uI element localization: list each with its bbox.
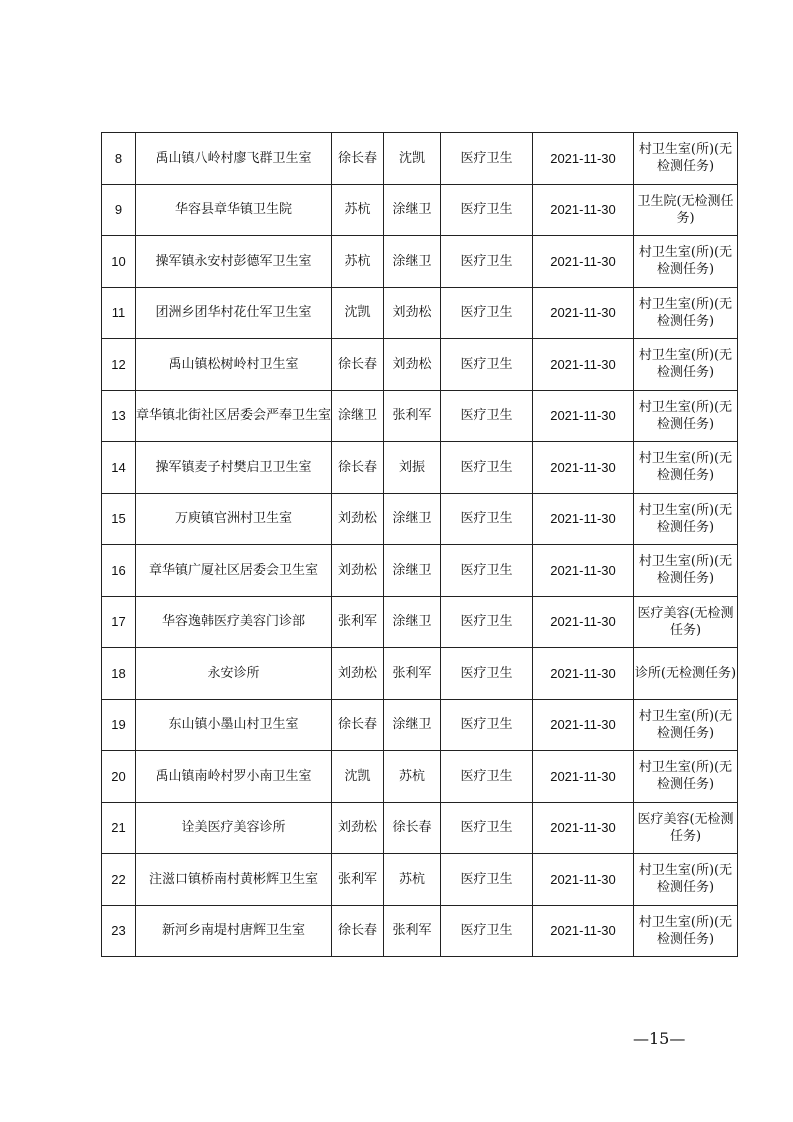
inspection-date-cell: 2021-11-30	[533, 133, 634, 185]
inspector-primary-cell: 刘劲松	[332, 545, 384, 597]
inspector-primary-cell: 徐长春	[332, 339, 384, 391]
facility-name-cell: 操军镇永安村彭德军卫生室	[136, 236, 332, 288]
remarks-cell: 村卫生室(所)(无检测任务)	[634, 390, 738, 442]
category-cell: 医疗卫生	[441, 184, 533, 236]
category-cell: 医疗卫生	[441, 390, 533, 442]
inspection-date-cell: 2021-11-30	[533, 339, 634, 391]
inspector-primary-cell: 徐长春	[332, 442, 384, 494]
inspector-primary-cell: 张利军	[332, 596, 384, 648]
inspector-secondary-cell: 涂继卫	[384, 545, 441, 597]
row-number-cell: 21	[102, 802, 136, 854]
facility-name-cell: 章华镇北街社区居委会严奉卫生室	[136, 390, 332, 442]
inspector-secondary-cell: 涂继卫	[384, 596, 441, 648]
category-cell: 医疗卫生	[441, 751, 533, 803]
row-number-cell: 10	[102, 236, 136, 288]
table-row	[102, 905, 738, 957]
remarks-cell: 医疗美容(无检测任务)	[634, 802, 738, 854]
remarks-cell: 村卫生室(所)(无检测任务)	[634, 287, 738, 339]
inspector-primary-cell: 苏杭	[332, 236, 384, 288]
inspection-date-cell: 2021-11-30	[533, 287, 634, 339]
inspector-secondary-cell: 涂继卫	[384, 236, 441, 288]
inspector-secondary-cell: 张利军	[384, 648, 441, 700]
inspector-primary-cell: 刘劲松	[332, 802, 384, 854]
facility-name-cell: 华容县章华镇卫生院	[136, 184, 332, 236]
facility-name-cell: 万庾镇官洲村卫生室	[136, 493, 332, 545]
inspection-date-cell: 2021-11-30	[533, 648, 634, 700]
category-cell: 医疗卫生	[441, 905, 533, 957]
table-row	[102, 699, 738, 751]
remarks-cell: 村卫生室(所)(无检测任务)	[634, 339, 738, 391]
inspector-primary-cell: 苏杭	[332, 184, 384, 236]
facility-name-cell: 禹山镇松树岭村卫生室	[136, 339, 332, 391]
facility-name-cell: 东山镇小墨山村卫生室	[136, 699, 332, 751]
remarks-cell: 村卫生室(所)(无检测任务)	[634, 751, 738, 803]
table-row	[102, 493, 738, 545]
inspection-date-cell: 2021-11-30	[533, 390, 634, 442]
inspector-secondary-cell: 刘劲松	[384, 339, 441, 391]
inspector-secondary-cell: 刘振	[384, 442, 441, 494]
inspector-secondary-cell: 涂继卫	[384, 699, 441, 751]
inspector-primary-cell: 涂继卫	[332, 390, 384, 442]
inspector-secondary-cell: 苏杭	[384, 751, 441, 803]
facility-name-cell: 新河乡南堤村唐辉卫生室	[136, 905, 332, 957]
inspector-secondary-cell: 徐长春	[384, 802, 441, 854]
facility-name-cell: 华容逸韩医疗美容门诊部	[136, 596, 332, 648]
inspector-secondary-cell: 涂继卫	[384, 184, 441, 236]
row-number-cell: 18	[102, 648, 136, 700]
remarks-cell: 村卫生室(所)(无检测任务)	[634, 854, 738, 906]
facility-name-cell: 操军镇麦子村樊启卫卫生室	[136, 442, 332, 494]
inspection-date-cell: 2021-11-30	[533, 802, 634, 854]
category-cell: 医疗卫生	[441, 545, 533, 597]
row-number-cell: 14	[102, 442, 136, 494]
inspector-secondary-cell: 刘劲松	[384, 287, 441, 339]
remarks-cell: 村卫生室(所)(无检测任务)	[634, 133, 738, 185]
row-number-cell: 17	[102, 596, 136, 648]
facility-name-cell: 注滋口镇桥南村黄彬辉卫生室	[136, 854, 332, 906]
inspection-table	[101, 132, 738, 957]
inspector-primary-cell: 徐长春	[332, 699, 384, 751]
inspection-date-cell: 2021-11-30	[533, 545, 634, 597]
inspector-primary-cell: 徐长春	[332, 133, 384, 185]
table-row	[102, 648, 738, 700]
table-row	[102, 545, 738, 597]
inspector-secondary-cell: 涂继卫	[384, 493, 441, 545]
row-number-cell: 22	[102, 854, 136, 906]
category-cell: 医疗卫生	[441, 339, 533, 391]
category-cell: 医疗卫生	[441, 802, 533, 854]
facility-name-cell: 永安诊所	[136, 648, 332, 700]
row-number-cell: 20	[102, 751, 136, 803]
row-number-cell: 13	[102, 390, 136, 442]
row-number-cell: 15	[102, 493, 136, 545]
remarks-cell: 村卫生室(所)(无检测任务)	[634, 493, 738, 545]
remarks-cell: 卫生院(无检测任务)	[634, 184, 738, 236]
category-cell: 医疗卫生	[441, 236, 533, 288]
table-row	[102, 854, 738, 906]
inspection-date-cell: 2021-11-30	[533, 442, 634, 494]
category-cell: 医疗卫生	[441, 699, 533, 751]
remarks-cell: 村卫生室(所)(无检测任务)	[634, 905, 738, 957]
row-number-cell: 8	[102, 133, 136, 185]
inspection-date-cell: 2021-11-30	[533, 751, 634, 803]
inspector-secondary-cell: 张利军	[384, 390, 441, 442]
inspector-primary-cell: 沈凯	[332, 287, 384, 339]
inspection-date-cell: 2021-11-30	[533, 184, 634, 236]
table-row	[102, 751, 738, 803]
remarks-cell: 医疗美容(无检测任务)	[634, 596, 738, 648]
table-row	[102, 596, 738, 648]
table-row	[102, 236, 738, 288]
row-number-cell: 12	[102, 339, 136, 391]
row-number-cell: 9	[102, 184, 136, 236]
remarks-cell: 村卫生室(所)(无检测任务)	[634, 236, 738, 288]
facility-name-cell: 禹山镇八岭村廖飞群卫生室	[136, 133, 332, 185]
inspection-date-cell: 2021-11-30	[533, 493, 634, 545]
inspector-secondary-cell: 沈凯	[384, 133, 441, 185]
category-cell: 医疗卫生	[441, 854, 533, 906]
inspector-primary-cell: 刘劲松	[332, 648, 384, 700]
inspector-secondary-cell: 张利军	[384, 905, 441, 957]
table-row	[102, 184, 738, 236]
table-row	[102, 802, 738, 854]
inspector-primary-cell: 徐长春	[332, 905, 384, 957]
inspector-secondary-cell: 苏杭	[384, 854, 441, 906]
inspection-date-cell: 2021-11-30	[533, 699, 634, 751]
row-number-cell: 11	[102, 287, 136, 339]
category-cell: 医疗卫生	[441, 133, 533, 185]
row-number-cell: 16	[102, 545, 136, 597]
page-number: —15—	[633, 1029, 686, 1048]
table-row	[102, 390, 738, 442]
category-cell: 医疗卫生	[441, 442, 533, 494]
inspection-date-cell: 2021-11-30	[533, 596, 634, 648]
row-number-cell: 23	[102, 905, 136, 957]
table-row	[102, 442, 738, 494]
remarks-cell: 村卫生室(所)(无检测任务)	[634, 442, 738, 494]
remarks-cell: 村卫生室(所)(无检测任务)	[634, 545, 738, 597]
inspection-date-cell: 2021-11-30	[533, 236, 634, 288]
category-cell: 医疗卫生	[441, 287, 533, 339]
category-cell: 医疗卫生	[441, 493, 533, 545]
inspector-primary-cell: 刘劲松	[332, 493, 384, 545]
inspector-primary-cell: 张利军	[332, 854, 384, 906]
facility-name-cell: 禹山镇南岭村罗小南卫生室	[136, 751, 332, 803]
inspection-date-cell: 2021-11-30	[533, 905, 634, 957]
table-row	[102, 339, 738, 391]
row-number-cell: 19	[102, 699, 136, 751]
inspection-date-cell: 2021-11-30	[533, 854, 634, 906]
inspector-primary-cell: 沈凯	[332, 751, 384, 803]
table-row	[102, 287, 738, 339]
facility-name-cell: 诠美医疗美容诊所	[136, 802, 332, 854]
remarks-cell: 村卫生室(所)(无检测任务)	[634, 699, 738, 751]
table-row	[102, 133, 738, 185]
facility-name-cell: 章华镇广厦社区居委会卫生室	[136, 545, 332, 597]
remarks-cell: 诊所(无检测任务)	[634, 648, 738, 700]
category-cell: 医疗卫生	[441, 648, 533, 700]
facility-name-cell: 团洲乡团华村花仕军卫生室	[136, 287, 332, 339]
table-body	[102, 133, 738, 957]
category-cell: 医疗卫生	[441, 596, 533, 648]
